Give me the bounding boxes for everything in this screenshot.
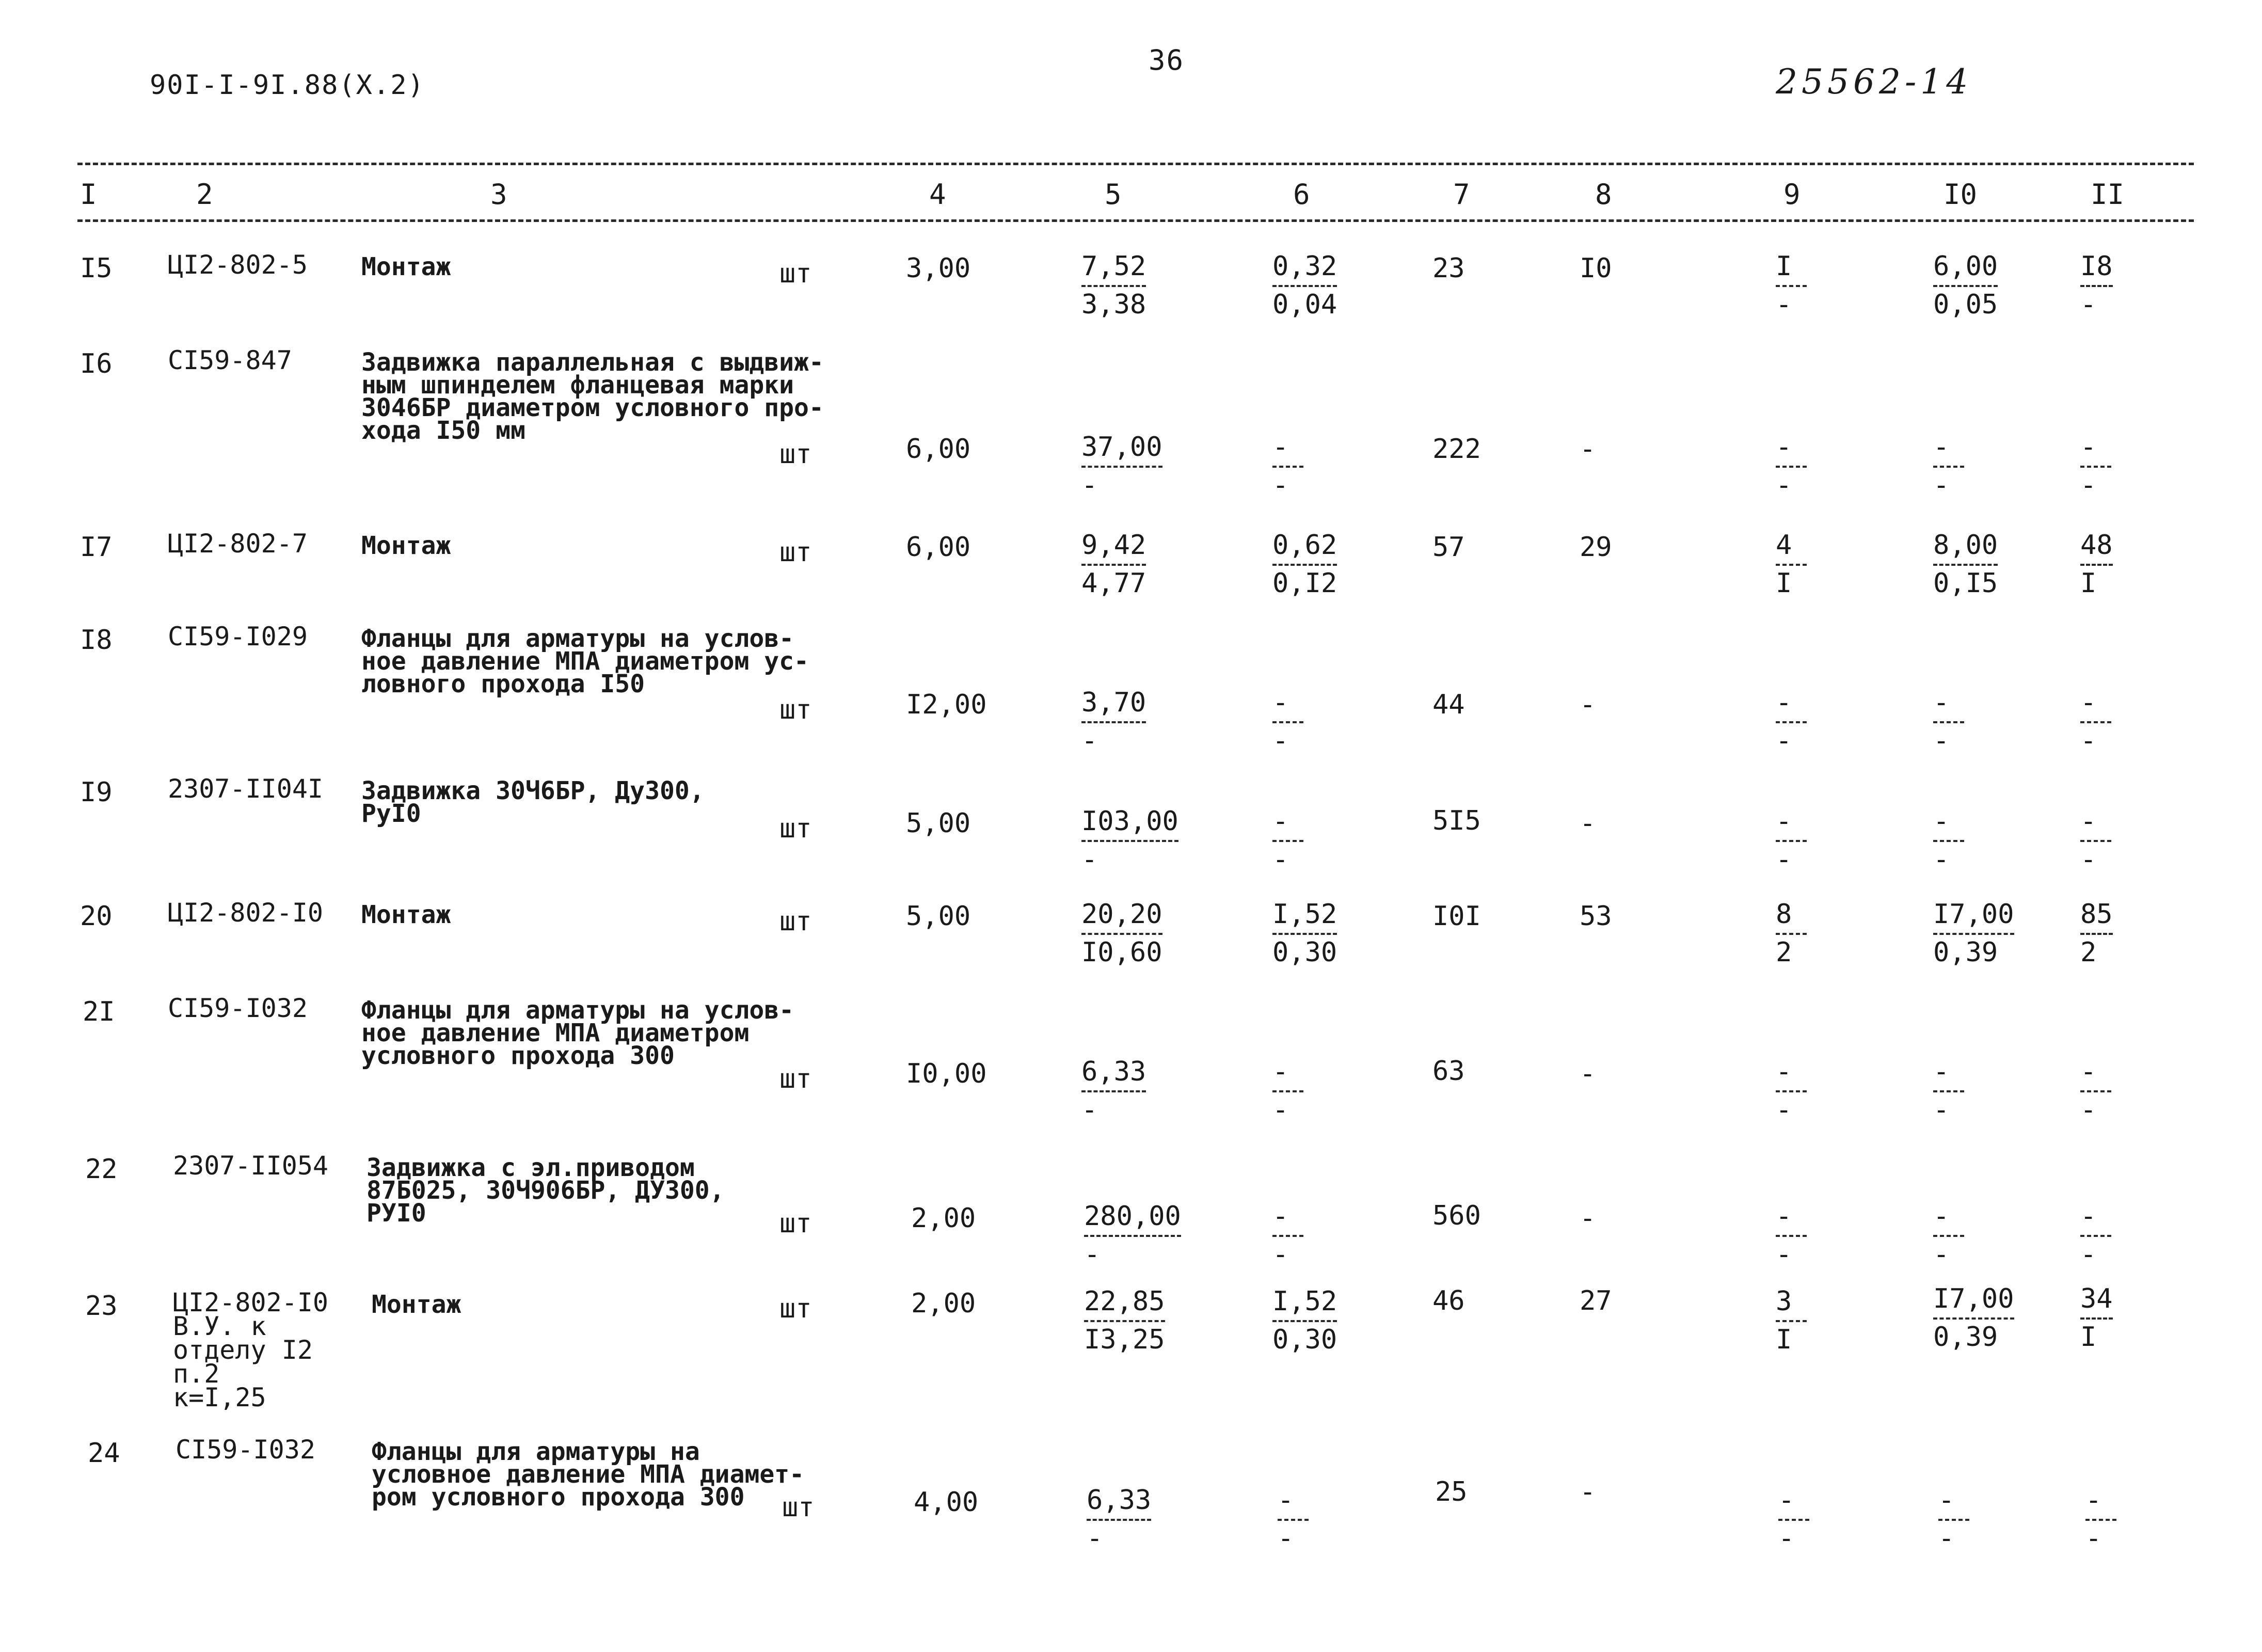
row-code: CI59-I032 (176, 1435, 315, 1465)
row-c10-top: - (1938, 1485, 1955, 1516)
fraction-bar (1933, 840, 1964, 842)
fraction-bar (1272, 840, 1303, 842)
row-number: 2I (83, 996, 115, 1027)
row-c11-top: - (2085, 1485, 2102, 1516)
row-code: 2307-II054 (173, 1151, 329, 1181)
row-c8: - (1580, 689, 1596, 720)
row-c8: 29 (1580, 532, 1612, 563)
row-c9-bottom: - (1776, 725, 1792, 756)
row-c6-bottom: - (1272, 844, 1289, 875)
row-c11-bottom: - (2085, 1523, 2102, 1554)
fraction-bar (1272, 466, 1303, 468)
row-c9-bottom: - (1776, 289, 1792, 320)
table-header-rule (77, 219, 2194, 222)
row-c10 (1933, 901, 2014, 966)
row-c9-bottom: - (1776, 1239, 1792, 1270)
row-c5-top: 3,70 (1081, 687, 1146, 718)
row-c6-top: - (1278, 1485, 1294, 1516)
fraction-bar (1081, 466, 1162, 468)
row-unit: шт (779, 258, 812, 289)
row-c11-bottom: - (2080, 289, 2097, 320)
row-c9 (1776, 253, 1807, 318)
row-c5 (1081, 689, 1146, 754)
row-code: CI59-I032 (168, 993, 308, 1023)
row-c8: - (1580, 434, 1596, 465)
row-c6 (1272, 532, 1337, 597)
row-c5-bottom: 3,38 (1081, 289, 1146, 320)
row-c10-top: I7,00 (1933, 899, 2014, 930)
row-c6-top: - (1272, 806, 1289, 837)
fraction-bar (1778, 1519, 1809, 1521)
row-c10-top: - (1933, 432, 1950, 463)
row-c6 (1272, 689, 1303, 754)
row-c11-top: - (2080, 806, 2097, 837)
row-c5-top: 20,20 (1081, 899, 1162, 930)
row-c6-bottom: 0,I2 (1272, 568, 1337, 599)
row-c11-top: 34 (2080, 1283, 2113, 1314)
row-c10-bottom: - (1938, 1523, 1955, 1554)
fraction-bar (1776, 564, 1807, 566)
row-c7: I0I (1432, 901, 1481, 932)
row-number: I8 (80, 625, 113, 656)
row-c5 (1081, 434, 1162, 499)
row-c10 (1933, 808, 1964, 873)
row-c10-bottom: - (1933, 1239, 1950, 1270)
row-qty: I0,00 (906, 1058, 987, 1089)
row-c10-top: - (1933, 1201, 1950, 1232)
row-c11-top: 85 (2080, 899, 2113, 930)
row-code: CI59-847 (168, 345, 292, 375)
row-c5-top: 37,00 (1081, 432, 1162, 463)
row-c11 (2080, 1285, 2113, 1351)
row-c5-top: 22,85 (1084, 1286, 1165, 1317)
row-c11 (2080, 532, 2113, 597)
row-c5-top: 6,33 (1087, 1485, 1152, 1516)
row-c9 (1776, 532, 1807, 597)
fraction-bar (2080, 1235, 2111, 1237)
row-c11-bottom: - (2080, 1094, 2097, 1125)
row-c6 (1272, 808, 1303, 873)
row-c5-bottom: - (1084, 1239, 1101, 1270)
row-unit: шт (779, 1208, 812, 1239)
row-c11-bottom: - (2080, 844, 2097, 875)
row-c7: 25 (1435, 1476, 1468, 1507)
fraction-bar (1272, 285, 1337, 287)
row-c5 (1084, 1203, 1181, 1268)
row-code: ЦI2-802-7 (168, 529, 308, 559)
row-c6 (1272, 434, 1303, 499)
fraction-bar (1272, 1235, 1303, 1237)
fraction-bar (1081, 840, 1178, 842)
row-c9-bottom: I (1776, 568, 1792, 599)
row-c11-top: - (2080, 1056, 2097, 1087)
page-number: 36 (1149, 44, 1185, 76)
row-c11 (2080, 253, 2113, 318)
row-qty: 5,00 (906, 808, 971, 839)
row-c10-bottom: 0,05 (1933, 289, 1998, 320)
row-c9-bottom: I (1776, 1324, 1792, 1355)
row-c6 (1272, 1058, 1303, 1123)
row-c9 (1776, 1203, 1807, 1268)
row-name: Фланцы для арматуры на условное давление МПА диамет- ром условного прохода 300 (372, 1437, 805, 1512)
row-c6-top: I,52 (1272, 899, 1337, 930)
row-number: I6 (80, 348, 113, 379)
row-c7: 222 (1432, 434, 1481, 465)
row-c10 (1933, 1203, 1964, 1268)
row-c10-top: - (1933, 687, 1950, 718)
row-c6-bottom: - (1278, 1523, 1294, 1554)
fraction-bar (1776, 721, 1807, 723)
row-c10-bottom: 0,39 (1933, 1322, 1998, 1353)
row-c7: 44 (1432, 689, 1465, 720)
row-c6-bottom: - (1272, 725, 1289, 756)
row-c7: 560 (1432, 1200, 1481, 1231)
column-header-7: 7 (1453, 178, 1470, 211)
row-c11 (2080, 1203, 2111, 1268)
fraction-bar (1081, 933, 1162, 935)
row-c5-top: 7,52 (1081, 251, 1146, 282)
row-number: 23 (85, 1291, 118, 1322)
row-c8: 53 (1580, 901, 1612, 932)
row-c9-bottom: - (1776, 470, 1792, 501)
row-c6-top: - (1272, 1201, 1289, 1232)
row-c11 (2080, 1058, 2111, 1123)
row-c6-bottom: - (1272, 1094, 1289, 1125)
row-c11-top: 48 (2080, 530, 2113, 561)
row-c11-bottom: - (2080, 725, 2097, 756)
fraction-bar (1272, 1320, 1337, 1322)
fraction-bar (1272, 564, 1337, 566)
row-c9 (1776, 434, 1807, 499)
row-qty: 6,00 (906, 434, 971, 465)
row-c10-top: 8,00 (1933, 530, 1998, 561)
row-number: 22 (85, 1154, 118, 1185)
fraction-bar (1933, 1235, 1964, 1237)
fraction-bar (2080, 721, 2111, 723)
row-c5 (1081, 532, 1146, 597)
row-c11-bottom: - (2080, 1239, 2097, 1270)
row-c6-top: - (1272, 1056, 1289, 1087)
column-header-8: 8 (1595, 178, 1612, 211)
row-c6-top: 0,62 (1272, 530, 1337, 561)
row-c6 (1272, 901, 1337, 966)
row-name: Монтаж (372, 1290, 461, 1319)
row-c7: 23 (1432, 253, 1465, 284)
row-c8: - (1580, 1476, 1596, 1507)
fraction-bar (2080, 564, 2113, 566)
row-name: Задвижка параллельная с выдвиж- ным шпинделем фланцевая марки 3046БР диаметром условного про- хода I50 мм (361, 348, 824, 445)
fraction-bar (1081, 285, 1146, 287)
row-c9-top: - (1776, 1056, 1792, 1087)
fraction-bar (1272, 933, 1337, 935)
row-c6-top: - (1272, 687, 1289, 718)
column-header-5: 5 (1105, 178, 1122, 211)
row-c11 (2080, 808, 2111, 873)
row-c6 (1272, 1288, 1337, 1353)
row-c10-bottom: - (1933, 844, 1950, 875)
row-c5 (1081, 808, 1178, 873)
row-name: Фланцы для арматуры на услов- ное давление МПА диаметром ус- ловного прохода I50 (361, 624, 809, 698)
row-c11-bottom: - (2080, 470, 2097, 501)
row-c6-bottom: 0,30 (1272, 937, 1337, 968)
row-qty: 4,00 (914, 1487, 979, 1518)
column-header-4: 4 (929, 178, 946, 211)
row-unit: шт (782, 1492, 815, 1523)
register-number: 25562-14 (1776, 62, 1972, 102)
row-code: CI59-I029 (168, 622, 308, 652)
row-c9 (1776, 1288, 1807, 1353)
row-code: ЦI2-802-I0 В.У. к отделу I2 п.2 к=I,25 (173, 1288, 329, 1412)
row-c5-bottom: - (1087, 1523, 1103, 1554)
row-c9-bottom: - (1776, 844, 1792, 875)
row-c9-top: - (1778, 1485, 1795, 1516)
fraction-bar (1933, 285, 1998, 287)
row-code: ЦI2-802-I0 (168, 898, 324, 928)
row-c10-top: I7,00 (1933, 1283, 2014, 1314)
row-c6-top: I,52 (1272, 1286, 1337, 1317)
row-c6 (1278, 1487, 1309, 1552)
fraction-bar (2080, 466, 2111, 468)
row-name: Монтаж (361, 531, 451, 560)
row-c9-top: 8 (1776, 899, 1792, 930)
fraction-bar (1933, 466, 1964, 468)
row-code: ЦI2-802-5 (168, 250, 308, 280)
row-c11-bottom: I (2080, 568, 2097, 599)
row-name: Монтаж (361, 252, 451, 281)
fraction-bar (1938, 1519, 1969, 1521)
fraction-bar (1081, 1090, 1146, 1092)
fraction-bar (1776, 840, 1807, 842)
row-c11 (2080, 901, 2113, 966)
row-c6-bottom: - (1272, 470, 1289, 501)
row-c5-top: 6,33 (1081, 1056, 1146, 1087)
column-header-10: I0 (1944, 178, 1978, 211)
fraction-bar (1776, 933, 1807, 935)
fraction-bar (1933, 1317, 2014, 1320)
row-unit: шт (779, 439, 812, 470)
row-qty: 2,00 (911, 1203, 976, 1234)
row-c5-bottom: - (1081, 1094, 1098, 1125)
row-c9 (1776, 808, 1807, 873)
row-c7: 5I5 (1432, 805, 1481, 836)
fraction-bar (1933, 721, 1964, 723)
row-c9-bottom: - (1776, 1094, 1792, 1125)
fraction-bar (1084, 1235, 1181, 1237)
column-header-1: I (80, 178, 97, 211)
row-qty: 6,00 (906, 532, 971, 563)
row-c11 (2080, 689, 2111, 754)
row-c11-top: I8 (2080, 251, 2113, 282)
row-c5-bottom: 4,77 (1081, 568, 1146, 599)
column-header-2: 2 (196, 178, 213, 211)
row-c5-bottom: - (1081, 470, 1098, 501)
row-unit: шт (779, 813, 812, 844)
row-qty: 3,00 (906, 253, 971, 284)
fraction-bar (2080, 1090, 2111, 1092)
document-code: 90I-I-9I.88(X.2) (150, 70, 425, 101)
row-c10 (1933, 532, 1998, 597)
fraction-bar (1776, 1090, 1807, 1092)
row-name: Задвижка с эл.приводом 87Б025, 30Ч906БР, ДУ300, РУI0 (367, 1153, 725, 1228)
fraction-bar (1776, 466, 1807, 468)
fraction-bar (2085, 1519, 2116, 1521)
fraction-bar (1933, 933, 2014, 935)
fraction-bar (1278, 1519, 1309, 1521)
row-c9-top: - (1776, 432, 1792, 463)
fraction-bar (1081, 721, 1146, 723)
row-number: 24 (88, 1438, 120, 1469)
row-name: Задвижка 30Ч6БР, Ду300, РуI0 (361, 776, 705, 828)
row-number: 20 (80, 901, 113, 932)
fraction-bar (1272, 1090, 1303, 1092)
row-number: I7 (80, 532, 113, 563)
row-c9-bottom: 2 (1776, 937, 1792, 968)
row-c9-top: - (1776, 1201, 1792, 1232)
row-c9 (1776, 901, 1807, 966)
row-c5-top: I03,00 (1081, 806, 1178, 837)
row-c9-top: I (1776, 251, 1792, 282)
row-c5-bottom: - (1081, 725, 1098, 756)
row-c9 (1778, 1487, 1809, 1552)
row-c10 (1933, 253, 1998, 318)
fraction-bar (1933, 564, 1998, 566)
row-qty: 5,00 (906, 901, 971, 932)
row-c11-bottom: I (2080, 1322, 2097, 1353)
row-c11-top: - (2080, 432, 2097, 463)
row-c9-bottom: - (1778, 1523, 1795, 1554)
row-unit: шт (779, 537, 812, 568)
row-c9-top: 3 (1776, 1286, 1792, 1317)
row-unit: шт (779, 694, 812, 725)
row-c6-top: - (1272, 432, 1289, 463)
row-c10 (1933, 434, 1964, 499)
column-header-11: II (2091, 178, 2125, 211)
row-c10-top: 6,00 (1933, 251, 1998, 282)
row-c8: - (1580, 1058, 1596, 1089)
row-c6-top: 0,32 (1272, 251, 1337, 282)
row-c11-bottom: 2 (2080, 937, 2097, 968)
row-c5-top: 280,00 (1084, 1201, 1181, 1232)
fraction-bar (1081, 564, 1146, 566)
fraction-bar (1272, 721, 1303, 723)
fraction-bar (1776, 1320, 1807, 1322)
row-c6-bottom: 0,04 (1272, 289, 1337, 320)
row-c11-top: - (2080, 687, 2097, 718)
row-c8: 27 (1580, 1285, 1612, 1316)
fraction-bar (1087, 1519, 1151, 1521)
row-c5 (1081, 901, 1162, 966)
fraction-bar (2080, 1317, 2113, 1320)
row-c6 (1272, 253, 1337, 318)
row-c6 (1272, 1203, 1303, 1268)
row-code: 2307-II04I (168, 774, 324, 804)
row-c5-bottom: - (1081, 844, 1098, 875)
row-unit: шт (779, 1293, 812, 1324)
row-c8: - (1580, 1203, 1596, 1234)
row-c10-bottom: - (1933, 1094, 1950, 1125)
row-c5-bottom: I0,60 (1081, 937, 1162, 968)
row-c9-top: 4 (1776, 530, 1792, 561)
row-c9 (1776, 689, 1807, 754)
row-qty: I2,00 (906, 689, 987, 720)
row-c5 (1081, 253, 1146, 318)
row-c9 (1776, 1058, 1807, 1123)
column-header-9: 9 (1783, 178, 1801, 211)
row-c10-top: - (1933, 1056, 1950, 1087)
row-name: Монтаж (361, 900, 451, 929)
row-unit: шт (779, 906, 812, 937)
row-c10-bottom: - (1933, 470, 1950, 501)
row-c7: 46 (1432, 1285, 1465, 1316)
row-c5-bottom: I3,25 (1084, 1324, 1165, 1355)
row-name: Фланцы для арматуры на услов- ное давление МПА диаметром условного прохода 300 (361, 996, 794, 1070)
row-c10-bottom: 0,39 (1933, 937, 1998, 968)
fraction-bar (1933, 1090, 1964, 1092)
row-c10 (1933, 689, 1964, 754)
fraction-bar (1084, 1320, 1165, 1322)
row-c11-top: - (2080, 1201, 2097, 1232)
column-header-6: 6 (1293, 178, 1310, 211)
row-c5-top: 9,42 (1081, 530, 1146, 561)
row-c10-bottom: 0,I5 (1933, 568, 1998, 599)
row-c11 (2085, 1487, 2116, 1552)
row-unit: шт (779, 1063, 812, 1094)
fraction-bar (2080, 840, 2111, 842)
row-c8: I0 (1580, 253, 1612, 284)
row-c10-top: - (1933, 806, 1950, 837)
row-c5 (1081, 1058, 1146, 1123)
fraction-bar (1776, 285, 1807, 287)
row-c5 (1087, 1487, 1151, 1552)
row-c10 (1938, 1487, 1969, 1552)
fraction-bar (2080, 285, 2113, 287)
row-number: I9 (80, 777, 113, 808)
row-c6-bottom: - (1272, 1239, 1289, 1270)
row-c5 (1084, 1288, 1165, 1353)
row-c11 (2080, 434, 2111, 499)
fraction-bar (2080, 933, 2113, 935)
row-c10 (1933, 1285, 2014, 1351)
row-qty: 2,00 (911, 1288, 976, 1319)
row-c8: - (1580, 808, 1596, 839)
row-number: I5 (80, 253, 113, 284)
row-c7: 57 (1432, 532, 1465, 563)
row-c10-bottom: - (1933, 725, 1950, 756)
column-header-3: 3 (490, 178, 507, 211)
row-c10 (1933, 1058, 1964, 1123)
row-c9-top: - (1776, 687, 1792, 718)
table-top-rule (77, 163, 2194, 165)
row-c6-bottom: 0,30 (1272, 1324, 1337, 1355)
row-c7: 63 (1432, 1056, 1465, 1087)
fraction-bar (1776, 1235, 1807, 1237)
row-c9-top: - (1776, 806, 1792, 837)
